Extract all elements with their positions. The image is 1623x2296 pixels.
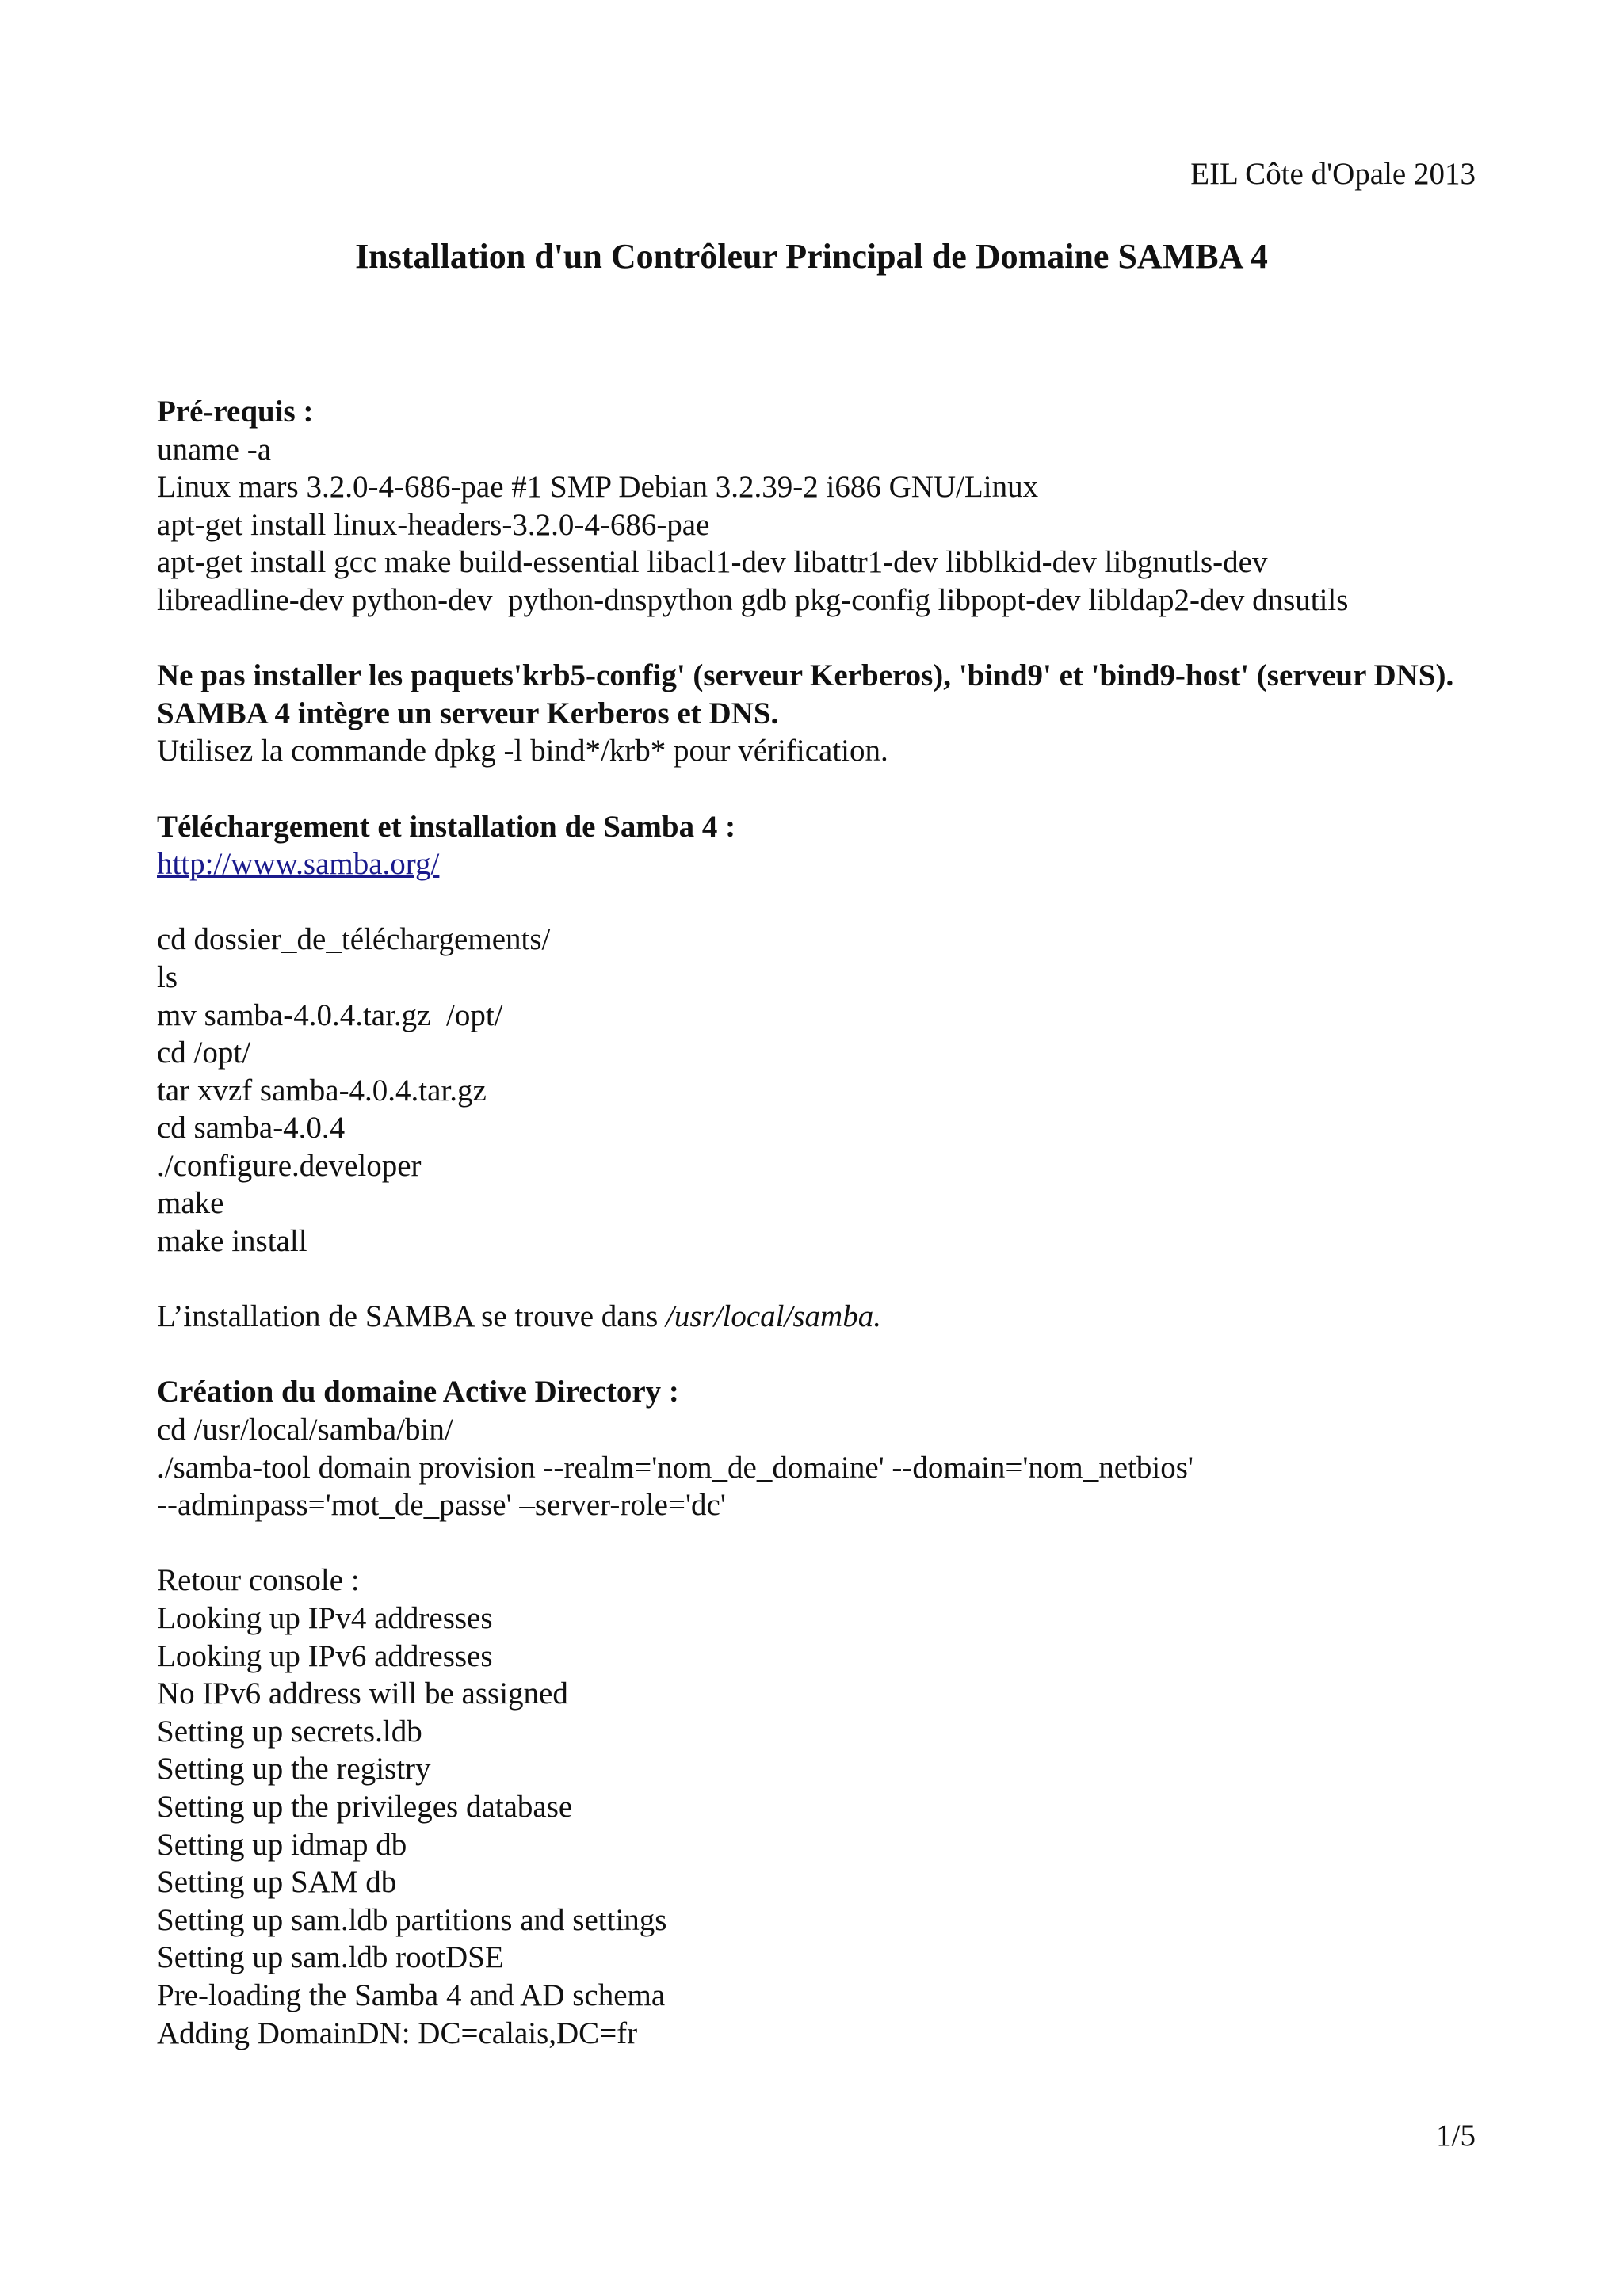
install-note-prefix: L’installation de SAMBA se trouve dans [157,1299,666,1334]
domain-heading: Création du domaine Active Directory : [157,1375,679,1409]
command-line: cd /opt/ [157,1035,251,1070]
console-line: Setting up idmap db [157,1827,407,1862]
warning-note: Utilisez la commande dpkg -l bind*/krb* pour vérification. [157,734,888,769]
command-line: make install [157,1224,307,1259]
prereq-line: apt-get install linux-headers-3.2.0-4-686-pae [157,507,710,542]
page-number: 1/5 [1436,2119,1476,2153]
console-line: Setting up sam.ldb rootDSE [157,1940,504,1975]
domain-section [157,1373,1488,1524]
install-path: /usr/local/samba. [666,1299,881,1334]
download-heading: Téléchargement et installation de Samba 4 : [157,809,736,844]
console-line: Setting up the registry [157,1752,431,1787]
command-line: cd dossier_de_téléchargements/ [157,922,551,957]
console-line: Looking up IPv4 addresses [157,1601,493,1635]
domain-line: ./samba-tool domain provision --realm='nom_de_domaine' --domain='nom_netbios' [157,1450,1193,1485]
prereq-line: Linux mars 3.2.0-4-686-pae #1 SMP Debian 3.2.39-2 i686 GNU/Linux [157,470,1039,505]
prereq-heading: Pré-requis : [157,395,314,429]
samba-link[interactable]: http://www.samba.org/ [157,847,440,882]
console-line: Setting up SAM db [157,1865,397,1900]
command-line: ./configure.developer [157,1148,422,1183]
install-note [157,1298,1488,1336]
domain-line: cd /usr/local/samba/bin/ [157,1413,453,1447]
prereq-line: apt-get install gcc make build-essential libacl1-dev libattr1-dev libblkid-dev libgnutls-dev [157,545,1268,580]
console-heading: Retour console : [157,1563,360,1598]
console-line: Setting up the privileges database [157,1789,573,1824]
console-line: Setting up secrets.ldb [157,1714,422,1749]
command-line: tar xvzf samba-4.0.4.tar.gz [157,1073,487,1108]
console-line: Looking up IPv6 addresses [157,1638,493,1673]
header-org: EIL Côte d'Opale 2013 [1190,157,1476,191]
download-section [157,808,1488,1336]
console-line: No IPv6 address will be assigned [157,1676,568,1711]
warning-text: Ne pas installer les paquets'krb5-config' (serveur Kerberos), 'bind9' et 'bind9-host' (serveur DNS). SAMBA 4 intègre un serveur Kerberos et DNS. [157,658,1454,730]
prereq-line: libreadline-dev python-dev python-dnspython gdb pkg-config libpopt-dev libldap2-dev dnsutils [157,582,1349,617]
console-line: Pre-loading the Samba 4 and AD schema [157,1978,666,2012]
document-body [157,393,1488,2052]
console-line: Adding DomainDN: DC=calais,DC=fr [157,2016,638,2050]
prereq-section [157,393,1488,620]
command-line: cd samba-4.0.4 [157,1111,346,1146]
warning-section [157,657,1488,770]
command-line: make [157,1186,224,1221]
domain-line: --adminpass='mot_de_passe' –server-role='dc' [157,1488,726,1523]
command-line: ls [157,959,178,994]
prereq-line: uname -a [157,432,272,467]
console-line: Setting up sam.ldb partitions and settings [157,1902,667,1937]
console-section [157,1562,1488,2052]
page-title: Installation d'un Contrôleur Principal de Domaine SAMBA 4 [355,237,1268,276]
command-line: mv samba-4.0.4.tar.gz /opt/ [157,997,503,1032]
